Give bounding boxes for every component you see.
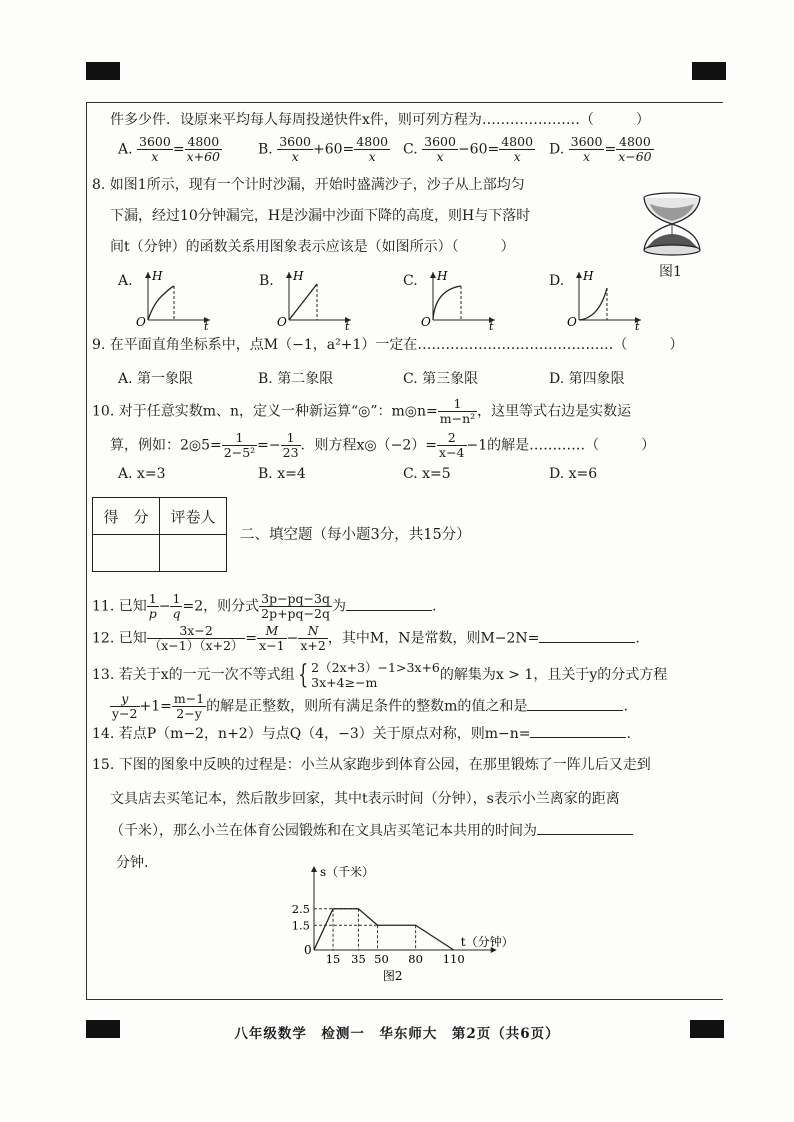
- q7-stem: 件多少件．设原来平均每人每周投递快件x件，则可列方程为…………………（ ）: [110, 112, 650, 128]
- chart-y-tick-label: 1.5: [291, 918, 310, 933]
- chart-series-line: [314, 909, 454, 950]
- q7-option-b: B. $\frac{3600}{x}$ +60= $\frac{4800}{x}$: [258, 134, 389, 164]
- q8-line3: 间t（分钟）的函数关系用图象表示应该是（如图所示）（ ）: [110, 239, 515, 255]
- chart-x-label: t（分钟）: [460, 935, 514, 949]
- hourglass-figure: [640, 190, 710, 260]
- section-2-title: 二、填空题（每小题3分，共15分）: [240, 527, 471, 543]
- q8-option-c-label: C.: [403, 273, 418, 289]
- q7-option-c: C. $\frac{3600}{x}$ −60= $\frac{4800}{x}$: [403, 134, 534, 164]
- q11: 11. 已知 $\frac{1}{p}$ − $\frac{1}{q}$ =2，则分式 $\frac{3p-pq-3q}{2p+pq-2q}$ 为 .: [92, 591, 437, 621]
- q8-line1: 8. 如图1所示，现有一个计时沙漏，开始时盛满沙子，沙子从上部均匀: [92, 177, 525, 193]
- figure-2-chart: [282, 864, 522, 994]
- chart-x-tick-label: 50: [374, 952, 389, 966]
- q14-answer-blank[interactable]: [530, 737, 626, 738]
- q9-option-a: A. 第一象限: [118, 371, 194, 387]
- q10-line1: 10. 对于任意实数m、n，定义一种新运算“◎”：m◎n= $\frac{1}{\text{m−n²}}$ ，这里等式右边是实数运: [92, 396, 632, 426]
- q8-option-d-label: D.: [549, 273, 565, 289]
- score-table: [92, 497, 227, 572]
- q13-line2: $\frac{y}{y-2}$ +1= $\frac{m-1}{2-y}$ 的解是正整数，则所有满足条件的整数m的值之和是 .: [112, 691, 628, 721]
- q8-graph-c-axis-x: t: [489, 320, 494, 330]
- score-header: 得 分: [93, 498, 160, 535]
- chart-y-tick-label: 2.5: [291, 901, 310, 916]
- q7-option-d: D. $\frac{3600}{x}$ = $\frac{4800}{x-60}$: [549, 134, 652, 164]
- chart-x-tick-label: 110: [442, 952, 465, 966]
- chart-title: 图2: [382, 969, 403, 983]
- q13-answer-blank[interactable]: [527, 710, 623, 711]
- q8-graph-c: [419, 268, 499, 330]
- q8-option-b-label: B.: [259, 273, 274, 289]
- q11-answer-blank[interactable]: [346, 610, 432, 611]
- q8-graph-a-axis-x: t: [204, 320, 209, 330]
- q8-graph-b: [275, 268, 355, 330]
- q8-graph-d-axis-x: t: [635, 320, 640, 330]
- q10-option-d: D. x=6: [549, 466, 598, 482]
- q13-line1: 13. 若关于x的一元一次不等式组 { 2（2x+3）−1>3x+6 3x+4≥−m 的解集为x > 1，且关于y的分式方程: [92, 660, 668, 690]
- grader-cell[interactable]: [160, 535, 227, 572]
- q15-line3: （千米），那么小兰在体育公园锻炼和在文具店买笔记本共用的时间为: [110, 822, 633, 840]
- q10-option-a: A. x=3: [118, 466, 166, 482]
- q8-graph-a-origin: O: [136, 315, 146, 329]
- q8-graph-c-axis-y: H: [437, 269, 448, 283]
- grader-header: 评卷人: [160, 498, 227, 535]
- q7-option-a: A. $\frac{3600}{x}$ = $\frac{4800}{x+60}$: [118, 134, 220, 164]
- q12: 12. 已知 $\frac{3x-2}{(x-1)(x+2)}$ = $\frac{M}{x-1}$ − $\frac{N}{x+2}$ ，其中M，N是常数，则M−2N= .: [92, 623, 640, 653]
- q8-graph-b-axis-x: t: [345, 320, 350, 330]
- q8-graph-b-origin: O: [277, 315, 287, 329]
- chart-y-arrow: [311, 866, 317, 872]
- chart-x-tick-label: 15: [325, 952, 341, 966]
- q9-option-d: D. 第四象限: [549, 371, 625, 387]
- figure-1-caption: 图1: [659, 264, 682, 280]
- corner-mark-top-left: [86, 62, 120, 80]
- page-footer: 八年级数学 检测一 华东师大 第2页（共6页）: [234, 1026, 560, 1042]
- q10-line2: 算，例如：2◎5= $\frac{1}{\text{2−5²}}$ =− $\frac{1}{23}$ ．则方程x◎（−2）= $\frac{2}{x-4}$ −1的解是…………（ ）: [110, 430, 656, 460]
- q9-option-b: B. 第二象限: [258, 371, 334, 387]
- chart-origin-label: 0: [304, 943, 312, 957]
- q8-graph-c-origin: O: [421, 315, 431, 329]
- q10-option-c: C. x=5: [403, 466, 451, 482]
- q15-answer-blank[interactable]: [537, 834, 633, 835]
- q8-graph-a: [134, 268, 214, 330]
- q8-graph-a-axis-y: H: [152, 269, 163, 283]
- q8-graph-b-axis-y: H: [293, 269, 304, 283]
- chart-y-label: s（千米）: [320, 865, 375, 879]
- score-cell[interactable]: [93, 535, 160, 572]
- q8-option-a-label: A.: [118, 273, 133, 289]
- q14: 14. 若点P（m−2，n+2）与点Q（4，−3）关于原点对称，则m−n= .: [92, 726, 631, 742]
- chart-x-tick-label: 80: [408, 952, 423, 966]
- q8-graph-d: [565, 268, 645, 330]
- q8-graph-d-origin: O: [567, 315, 577, 329]
- q8-line2: 下漏，经过10分钟漏完，H是沙漏中沙面下降的高度，则H与下落时: [110, 208, 531, 224]
- q9-stem: 9. 在平面直角坐标系中，点M（−1，a²+1）一定在……………………………………（ ）: [92, 337, 684, 353]
- q15-line2: 文具店去买笔记本，然后散步回家，其中t表示时间（分钟），s表示小兰离家的距离: [110, 791, 620, 807]
- chart-x-tick-label: 35: [351, 952, 366, 966]
- q12-answer-blank[interactable]: [539, 642, 635, 643]
- q10-option-b: B. x=4: [258, 466, 306, 482]
- corner-mark-top-right: [692, 62, 726, 80]
- q15-line1: 15. 下图的图象中反映的过程是：小兰从家跑步到体育公园，在那里锻炼了一阵儿后又走到: [92, 757, 651, 773]
- q8-graph-d-axis-y: H: [583, 269, 594, 283]
- q9-option-c: C. 第三象限: [403, 371, 479, 387]
- q15-line4: 分钟.: [116, 855, 149, 871]
